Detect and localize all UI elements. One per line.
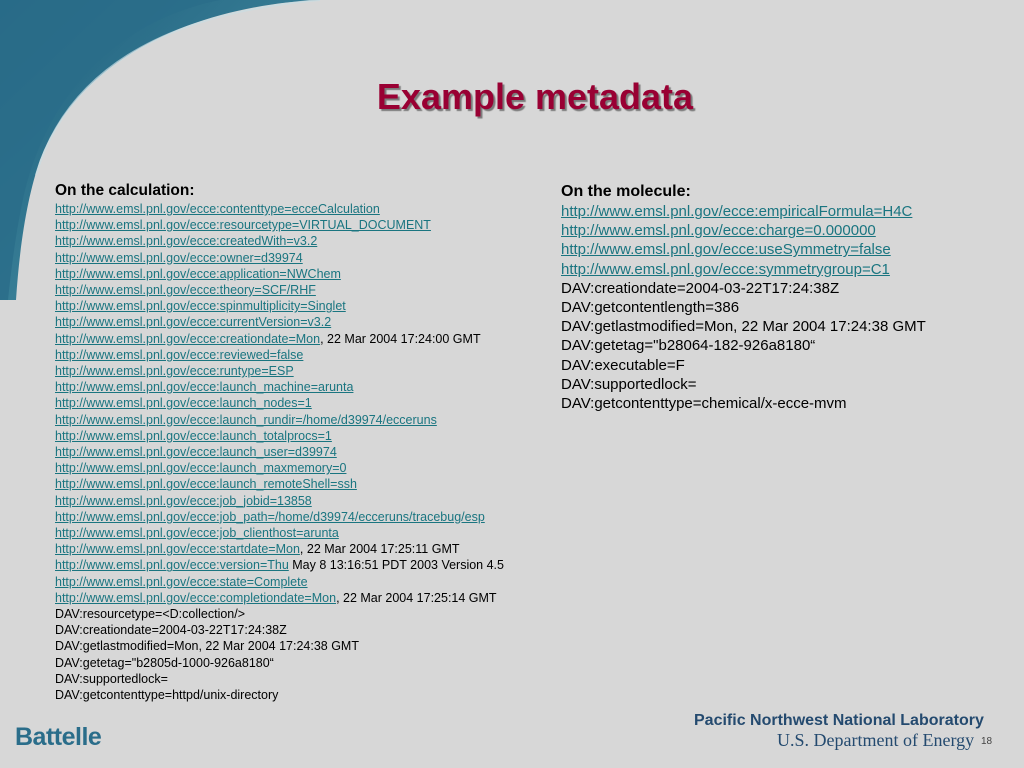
metadata-line	[561, 375, 1001, 394]
molecule-heading: On the molecule:	[561, 183, 691, 200]
metadata-line	[55, 444, 575, 460]
calculation-metadata-list	[55, 201, 575, 703]
metadata-text: DAV:getlastmodified=Mon, 22 Mar 2004 17:24:38 GMT	[561, 318, 926, 336]
metadata-link[interactable]: http://www.emsl.pnl.gov/ecce:completiondate=Mon	[55, 590, 337, 605]
metadata-line	[55, 217, 575, 233]
metadata-line	[55, 395, 575, 411]
metadata-line	[55, 687, 575, 703]
metadata-link[interactable]: http://www.emsl.pnl.gov/ecce:application=NWChem	[55, 266, 341, 281]
slide-number: 18	[981, 736, 993, 747]
metadata-text: DAV:supportedlock=	[561, 375, 697, 393]
metadata-link[interactable]: http://www.emsl.pnl.gov/ecce:job_jobid=13858	[55, 493, 312, 508]
metadata-line	[55, 282, 575, 298]
metadata-line	[55, 460, 575, 476]
molecule-metadata-list	[561, 202, 1001, 413]
metadata-line	[561, 394, 1001, 413]
metadata-line	[55, 476, 575, 492]
metadata-line	[55, 428, 575, 444]
metadata-link[interactable]: http://www.emsl.pnl.gov/ecce:launch_remoteShell=ssh	[55, 477, 357, 492]
metadata-link[interactable]: http://www.emsl.pnl.gov/ecce:empiricalFormula=H4C	[561, 203, 913, 220]
metadata-link[interactable]: http://www.emsl.pnl.gov/ecce:state=Complete	[55, 574, 308, 589]
metadata-line	[55, 493, 575, 509]
metadata-text: DAV:executable=F	[561, 356, 685, 374]
metadata-line	[55, 541, 575, 557]
doe-logo-text: U.S. Department of Energy	[777, 730, 975, 750]
metadata-link[interactable]: http://www.emsl.pnl.gov/ecce:job_clienthost=arunta	[55, 526, 339, 541]
metadata-line	[561, 202, 1001, 221]
metadata-link[interactable]: http://www.emsl.pnl.gov/ecce:runtype=ESP	[55, 364, 294, 379]
metadata-line	[55, 298, 575, 314]
metadata-link[interactable]: http://www.emsl.pnl.gov/ecce:version=Thu	[55, 558, 289, 573]
molecule-metadata	[561, 182, 1001, 413]
metadata-line	[561, 317, 1001, 336]
metadata-line	[55, 363, 575, 379]
metadata-text: May 8 13:16:51 PDT 2003 Version 4.5	[288, 558, 504, 573]
metadata-line	[55, 622, 575, 638]
metadata-line	[561, 298, 1001, 317]
metadata-line	[561, 336, 1001, 355]
metadata-text: DAV:getetag="b28064-182-926a8180“	[561, 337, 816, 355]
metadata-line	[55, 638, 575, 654]
metadata-line	[55, 606, 575, 622]
metadata-line	[561, 356, 1001, 375]
battelle-logo: Battelle	[15, 723, 102, 751]
metadata-line	[561, 279, 1001, 298]
metadata-link[interactable]: http://www.emsl.pnl.gov/ecce:owner=d39974	[55, 250, 303, 265]
metadata-line	[55, 331, 575, 347]
metadata-link[interactable]: http://www.emsl.pnl.gov/ecce:startdate=Mon	[55, 542, 300, 557]
metadata-text: DAV:creationdate=2004-03-22T17:24:38Z	[55, 623, 287, 638]
slide-title: Example metadata	[376, 76, 694, 117]
metadata-line	[55, 590, 575, 606]
metadata-link[interactable]: http://www.emsl.pnl.gov/ecce:creationdate=Mon	[55, 331, 321, 346]
metadata-text: DAV:getlastmodified=Mon, 22 Mar 2004 17:24:38 GMT	[55, 639, 359, 654]
metadata-text: DAV:getcontentlength=386	[561, 299, 740, 317]
metadata-link[interactable]: http://www.emsl.pnl.gov/ecce:reviewed=false	[55, 347, 304, 362]
calculation-heading: On the calculation:	[55, 182, 195, 199]
metadata-link[interactable]: http://www.emsl.pnl.gov/ecce:currentVersion=v3.2	[55, 315, 332, 330]
metadata-line	[55, 412, 575, 428]
metadata-link[interactable]: http://www.emsl.pnl.gov/ecce:launch_nodes=1	[55, 396, 312, 411]
metadata-line	[561, 260, 1001, 279]
metadata-line	[55, 525, 575, 541]
metadata-line	[55, 250, 575, 266]
metadata-link[interactable]: http://www.emsl.pnl.gov/ecce:launch_totalprocs=1	[55, 428, 332, 443]
metadata-text: DAV:getcontenttype=chemical/x-ecce-mvm	[561, 395, 847, 413]
metadata-link[interactable]: http://www.emsl.pnl.gov/ecce:spinmultiplicity=Singlet	[55, 299, 346, 314]
metadata-link[interactable]: http://www.emsl.pnl.gov/ecce:job_path=/home/d39974/ecceruns/tracebug/esp	[55, 509, 485, 524]
metadata-line	[55, 379, 575, 395]
metadata-text: DAV:resourcetype=<D:collection/>	[55, 607, 246, 622]
metadata-line	[55, 347, 575, 363]
metadata-text: DAV:creationdate=2004-03-22T17:24:38Z	[561, 279, 840, 297]
metadata-line	[55, 671, 575, 687]
metadata-link[interactable]: http://www.emsl.pnl.gov/ecce:launch_rundir=/home/d39974/ecceruns	[55, 412, 437, 427]
metadata-link[interactable]: http://www.emsl.pnl.gov/ecce:resourcetype=VIRTUAL_DOCUMENT	[55, 218, 431, 233]
metadata-link[interactable]: http://www.emsl.pnl.gov/ecce:launch_maxmemory=0	[55, 461, 347, 476]
metadata-line	[561, 240, 1001, 259]
metadata-text: , 22 Mar 2004 17:24:00 GMT	[320, 331, 481, 346]
metadata-text: DAV:getcontenttype=httpd/unix-directory	[55, 688, 279, 703]
metadata-line	[55, 557, 575, 573]
metadata-link[interactable]: http://www.emsl.pnl.gov/ecce:launch_user=d39974	[55, 445, 337, 460]
metadata-line	[55, 655, 575, 671]
metadata-line	[55, 574, 575, 590]
metadata-text: , 22 Mar 2004 17:25:11 GMT	[299, 542, 460, 557]
metadata-link[interactable]: http://www.emsl.pnl.gov/ecce:createdWith=v3.2	[55, 234, 318, 249]
metadata-line	[55, 201, 575, 217]
metadata-line	[561, 221, 1001, 240]
calculation-metadata	[55, 182, 575, 703]
metadata-link[interactable]: http://www.emsl.pnl.gov/ecce:symmetrygroup=C1	[561, 260, 890, 278]
metadata-link[interactable]: http://www.emsl.pnl.gov/ecce:theory=SCF/RHF	[55, 283, 316, 298]
metadata-line	[55, 266, 575, 282]
metadata-text: , 22 Mar 2004 17:25:14 GMT	[336, 590, 497, 605]
metadata-text: DAV:supportedlock=	[55, 671, 168, 686]
metadata-line	[55, 509, 575, 525]
metadata-link[interactable]: http://www.emsl.pnl.gov/ecce:useSymmetry=false	[561, 241, 891, 259]
metadata-link[interactable]: http://www.emsl.pnl.gov/ecce:contenttype=ecceCalculation	[55, 202, 380, 216]
metadata-text: DAV:getetag="b2805d-1000-926a8180“	[55, 655, 274, 670]
metadata-line	[55, 314, 575, 330]
metadata-line	[55, 233, 575, 249]
metadata-link[interactable]: http://www.emsl.pnl.gov/ecce:launch_machine=arunta	[55, 380, 354, 395]
metadata-link[interactable]: http://www.emsl.pnl.gov/ecce:charge=0.000000	[561, 222, 876, 240]
pnnl-logo-text: Pacific Northwest National Laboratory	[694, 712, 984, 729]
